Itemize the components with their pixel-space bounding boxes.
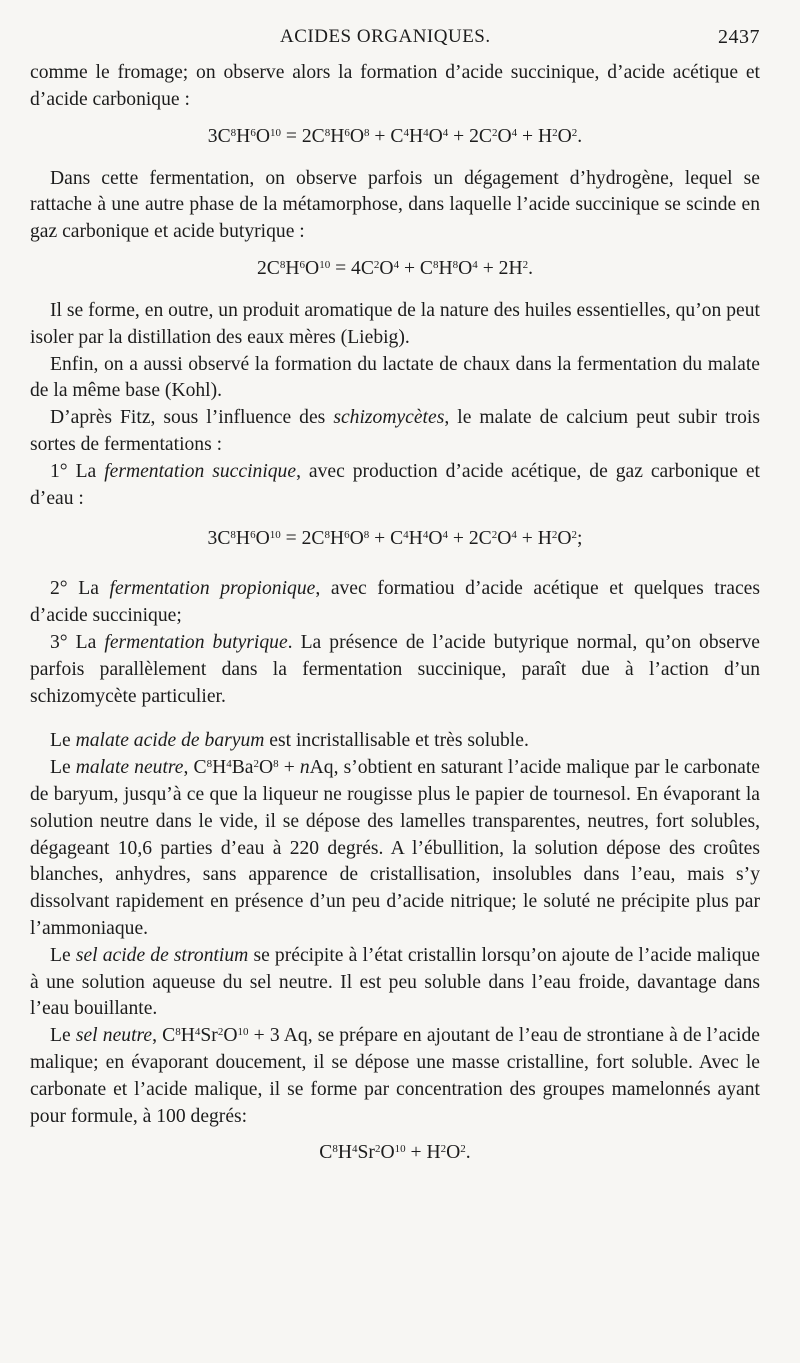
superscript: 2 — [374, 1143, 381, 1156]
text-run: , avec formatiou d’acide acétique et quelques traces d’acide succinique; — [30, 578, 760, 627]
text-run: H — [235, 528, 251, 550]
text-run: H — [212, 757, 227, 779]
text-run: Ba — [231, 757, 254, 779]
superscript: 2 — [571, 529, 578, 542]
text-run: D’après Fitz, sous l’influence des — [50, 407, 334, 429]
text-run: est incristallisable et très soluble. — [264, 730, 529, 752]
superscript: 2 — [491, 126, 498, 139]
paragraph — [30, 728, 760, 755]
text-run: H — [330, 125, 345, 147]
text-run: + 2C — [447, 528, 492, 550]
paragraph — [30, 352, 760, 406]
text-run: Dans cette fermentation, on observe parfois un dégagement d’hydrogène, lequel se rattache à une autre phase de la métamorphose, dans laquelle l’acide succinique se scinde en gaz carbonique et acide butyrique : — [30, 167, 760, 243]
superscript: 4 — [403, 529, 409, 542]
superscript: 4 — [226, 758, 232, 771]
superscript: 2 — [551, 529, 558, 542]
text-run: comme le fromage; on observe alors la formation d’acide succinique, d’acide acétique et d’acide carbonique : — [30, 62, 760, 110]
text-run: + H — [405, 1142, 441, 1164]
text-run: O — [428, 528, 443, 550]
superscript: 2 — [253, 758, 259, 771]
superscript: 2 — [373, 258, 380, 271]
paragraph-gap — [30, 710, 760, 728]
text-run: Il se forme, en outre, un produit aromatique de la nature des huiles essentielles, qu’on peut isoler par la distillation des eaux mères (Liebig). — [30, 299, 760, 348]
superscript: 8 — [230, 529, 236, 542]
paragraph — [30, 60, 760, 114]
superscript: 8 — [363, 529, 370, 542]
text-run: Sr — [357, 1142, 375, 1164]
paragraph — [30, 166, 760, 246]
chemical-equation — [30, 256, 760, 282]
superscript: 2 — [552, 126, 558, 139]
superscript: 6 — [344, 529, 350, 542]
italic-term: schizomycètes — [333, 407, 445, 429]
text-run: H — [329, 528, 345, 550]
superscript: 4 — [352, 1143, 358, 1156]
page-number: 2437 — [718, 26, 760, 48]
text-run: + H — [517, 125, 553, 147]
document-page — [30, 0, 760, 1182]
superscript: 8 — [279, 258, 286, 271]
superscript: 2 — [440, 1143, 447, 1156]
text-run: O — [379, 257, 394, 279]
text-run: + — [278, 757, 300, 779]
text-run: = 2C — [280, 528, 325, 550]
paragraph — [30, 576, 760, 630]
text-run: . — [528, 257, 533, 279]
text-run: O — [557, 125, 572, 147]
paragraph — [30, 405, 760, 459]
superscript: 4 — [442, 126, 449, 139]
superscript: 8 — [432, 258, 439, 271]
text-run: 3C — [207, 528, 231, 550]
superscript: 8 — [332, 1143, 338, 1156]
superscript: 4 — [442, 529, 448, 542]
text-run: C — [319, 1142, 333, 1164]
superscript: 10 — [319, 258, 331, 271]
superscript: 4 — [472, 258, 478, 271]
italic-term: fermentation propionique — [109, 578, 316, 600]
text-run: Aq, s’obtient en saturant l’acide malique par le carbonate de baryum, jusqu’à ce que la liqueur ne rougisse plus le papier de tournesol. En évaporant la solution neutre dans le vide, il se dépose des lamelles transparentes, neutres, fort solubles, dégageant 10,6 parties d’eau à 220 degrés. A l’ébullition, la solution dépose des croûtes blanches, anhydres, sans apparence de cristallisation, insolubles dans l’eau, mais s’y dissolvant rapidement en présence d’un peu d’acide nitrique; le soluté ne précipite plus par l’ammoniaque. — [30, 757, 760, 939]
italic-term: fermentation butyrique — [104, 631, 288, 653]
superscript: 6 — [250, 126, 256, 139]
superscript: 6 — [344, 126, 350, 139]
superscript: 8 — [230, 126, 237, 139]
text-run: O — [557, 528, 572, 550]
text-run: 3° La — [50, 631, 105, 653]
text-run: se précipite à l’état cristallin lorsqu’on ajoute de l’acide malique à une solution aqueuse du sel neutre. Il est peu soluble dans l’eau froide, davantage dans l’eau bouillante. — [30, 944, 760, 1020]
text-run: Enfin, on a aussi observé la formation du lactate de chaux dans la fermentation du malate de la même base (Kohl). — [30, 353, 760, 402]
superscript: 4 — [511, 529, 517, 542]
text-run: O — [223, 1025, 238, 1047]
superscript: 4 — [194, 1026, 201, 1039]
text-run: Le — [50, 730, 76, 752]
superscript: 2 — [571, 126, 578, 139]
text-run: . — [577, 125, 583, 147]
text-run: O — [497, 125, 512, 147]
paragraph — [30, 943, 760, 1023]
running-header — [30, 18, 760, 58]
text-run: = 2C — [280, 125, 325, 147]
paragraph — [30, 755, 760, 943]
text-run: Le — [50, 944, 76, 966]
text-run: , avec production d’acide acétique, de gaz carbonique et d’eau : — [30, 460, 760, 509]
superscript: 8 — [324, 126, 331, 139]
text-run: H — [408, 125, 424, 147]
superscript: 6 — [299, 258, 306, 271]
text-run: + C — [369, 125, 404, 147]
text-run: H — [438, 257, 453, 279]
text-run: Sr — [200, 1025, 218, 1047]
text-run: + 3 Aq, se prépare en ajoutant de l’eau de strontiane à de l’acide malique; en évaporant doucement, il se dépose une masse cristalline, fort soluble. Avec le carbonate et l’acide malique, il se forme par concentration des groupes mamelonnés ayant pour formule, à 100 degrés: — [30, 1025, 760, 1127]
superscript: 4 — [393, 258, 400, 271]
chemical-equation — [30, 124, 760, 150]
text-run: 1° La — [50, 460, 105, 482]
text-run: , C — [152, 1025, 176, 1047]
superscript: 4 — [511, 126, 518, 139]
text-run: 2C — [257, 257, 280, 279]
superscript: 4 — [423, 126, 429, 139]
text-run: O — [428, 125, 443, 147]
superscript: 10 — [269, 529, 281, 542]
text-run: O — [446, 1142, 461, 1164]
text-run: O — [497, 528, 512, 550]
superscript: 8 — [206, 758, 213, 771]
superscript: 8 — [324, 529, 330, 542]
italic-term: malate acide de baryum — [75, 730, 265, 752]
text-run: O — [380, 1142, 395, 1164]
text-run: H — [408, 528, 423, 550]
superscript: 2 — [491, 529, 498, 542]
superscript: 8 — [364, 126, 370, 139]
superscript: 10 — [237, 1026, 249, 1039]
paragraph — [30, 459, 760, 513]
text-run: + 2H — [477, 257, 523, 279]
text-run: . La présence de l’acide butyrique normal, qu’on observe parfois parallèlement dans la fermentation succinique, paraît due à l’action d’un schizomycète particulier. — [30, 631, 760, 707]
header-title: ACIDES ORGANIQUES. — [280, 26, 491, 47]
text-run: O — [349, 528, 364, 550]
text-run: O — [255, 528, 270, 550]
text-run: Le — [50, 1025, 76, 1047]
text-run: 2° La — [50, 578, 110, 600]
text-run: , le malate de calcium peut subir trois sortes de fermentations : — [30, 407, 760, 455]
paragraph — [30, 298, 760, 352]
text-run: H — [236, 125, 251, 147]
superscript: 2 — [460, 1143, 466, 1156]
text-run: , C — [183, 757, 207, 779]
superscript: 4 — [422, 529, 429, 542]
superscript: 4 — [403, 126, 409, 139]
text-run: H — [180, 1025, 195, 1047]
italic-term: n — [299, 757, 310, 779]
text-run: O — [258, 757, 274, 779]
superscript: 6 — [250, 529, 256, 542]
italic-term: sel acide de strontium — [75, 944, 249, 966]
text-run: . — [465, 1142, 471, 1164]
text-run: H — [337, 1142, 353, 1164]
text-run: O — [255, 125, 270, 147]
text-run: ; — [577, 528, 583, 550]
text-run: + C — [369, 528, 404, 550]
superscript: 8 — [273, 758, 279, 771]
italic-term: fermentation succinique — [104, 460, 297, 482]
paragraph — [30, 630, 760, 710]
superscript: 10 — [269, 126, 281, 139]
text-run: 3C — [207, 125, 231, 147]
superscript: 8 — [175, 1026, 181, 1039]
text-run: Le — [50, 757, 76, 779]
italic-term: malate neutre — [75, 757, 184, 779]
text-run: O — [349, 125, 365, 147]
text-run: O — [305, 257, 320, 279]
superscript: 8 — [452, 258, 459, 271]
superscript: 2 — [522, 258, 529, 271]
text-run: = 4C — [330, 257, 374, 279]
superscript: 10 — [394, 1143, 406, 1156]
italic-term: sel neutre — [75, 1025, 153, 1047]
text-run: + 2C — [448, 125, 492, 147]
chemical-equation — [30, 1140, 760, 1166]
text-run: H — [285, 257, 300, 279]
text-run: + C — [399, 257, 433, 279]
chemical-equation — [30, 526, 760, 552]
text-run: + H — [516, 528, 552, 550]
paragraph — [30, 1023, 760, 1130]
superscript: 2 — [217, 1026, 224, 1039]
body-text — [30, 60, 760, 1166]
text-run: O — [458, 257, 473, 279]
